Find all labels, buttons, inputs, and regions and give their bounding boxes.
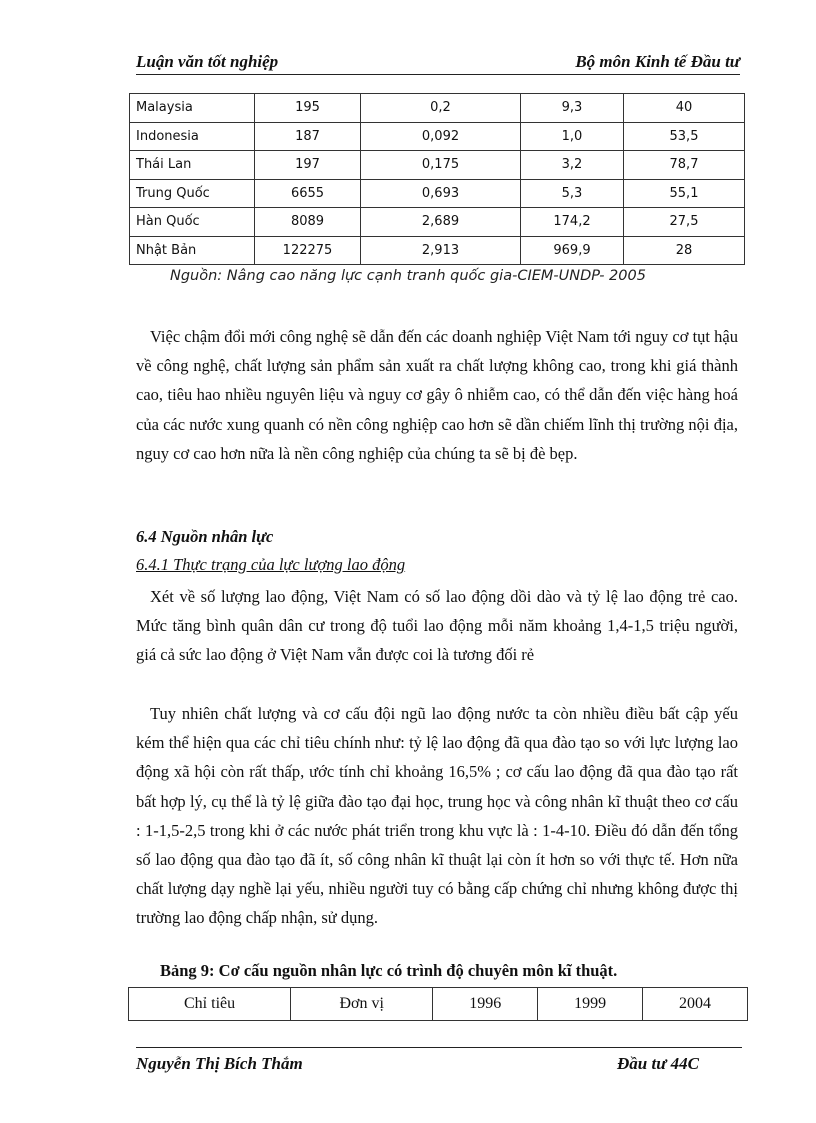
value-cell: 3,2 xyxy=(521,151,624,180)
paragraph-technology-risk: Việc chậm đổi mới công nghệ sẽ dẫn đến các doanh nghiệp Việt Nam tới nguy cơ tụt hậu về công nghệ, chất lượng sản phẩm sản xuất ra chất lượng không cao, trong khi giá thành cao, tiêu hao nhiều nguyên liệu và nguy cơ gây ô nhiễm cao, có thể dẫn đến việc hàng hoá của các nước xung quanh có nền công nghiệp cao hơn sẽ dần chiếm lĩnh thị trường nội địa, nguy cơ cao hơn nữa là nền công nghiệp của chúng ta sẽ bị đè bẹp. xyxy=(136,327,738,463)
header-thesis-title: Luận văn tốt nghiệp xyxy=(136,52,279,71)
value-cell: 27,5 xyxy=(624,208,745,237)
value-cell: 55,1 xyxy=(624,179,745,208)
country-cell: Trung Quốc xyxy=(130,179,255,208)
value-cell: 28 xyxy=(624,236,745,265)
paragraph-labor-quantity: Xét về số lượng lao động, Việt Nam có số lao động dồi dào và tỷ lệ lao động trẻ cao. Mức tăng bình quân dân cư trong độ tuổi lao động mỗi năm khoảng 1,4-1,5 triệu người, giá cả sức lao động ở Việt Nam vẫn được coi là tương đối rẻ xyxy=(136,587,738,665)
table-row xyxy=(130,179,745,208)
workforce-structure-table xyxy=(128,987,748,1021)
header-cell: 2004 xyxy=(643,988,748,1021)
section-heading: 6.4 Nguồn nhân lực xyxy=(136,527,274,546)
value-cell: 0,092 xyxy=(361,122,521,151)
value-cell: 8089 xyxy=(255,208,361,237)
table-row xyxy=(130,208,745,237)
subsection-heading: 6.4.1 Thực trạng của lực lượng lao động xyxy=(136,555,406,574)
country-cell: Indonesia xyxy=(130,122,255,151)
value-cell: 0,175 xyxy=(361,151,521,180)
country-cell: Nhật Bản xyxy=(130,236,255,265)
value-cell: 40 xyxy=(624,94,745,123)
value-cell: 969,9 xyxy=(521,236,624,265)
value-cell: 2,913 xyxy=(361,236,521,265)
footer-rule xyxy=(136,1047,742,1048)
footer-author: Nguyễn Thị Bích Thắm xyxy=(136,1054,303,1073)
header-cell: Chỉ tiêu xyxy=(129,988,291,1021)
footer-class: Đầu tư 44C xyxy=(617,1054,699,1073)
page-header xyxy=(136,50,740,75)
table-source-note: Nguồn: Nâng cao năng lực cạnh tranh quốc gia-CIEM-UNDP- 2005 xyxy=(170,268,646,284)
value-cell: 78,7 xyxy=(624,151,745,180)
value-cell: 0,2 xyxy=(361,94,521,123)
value-cell: 122275 xyxy=(255,236,361,265)
value-cell: 5,3 xyxy=(521,179,624,208)
value-cell: 53,5 xyxy=(624,122,745,151)
value-cell: 9,3 xyxy=(521,94,624,123)
table-caption: Bảng 9: Cơ cấu nguồn nhân lực có trình độ chuyên môn kĩ thuật. xyxy=(160,961,618,980)
header-cell: 1999 xyxy=(538,988,643,1021)
table-row xyxy=(130,236,745,265)
table-header-row xyxy=(129,988,748,1021)
value-cell: 187 xyxy=(255,122,361,151)
country-cell: Thái Lan xyxy=(130,151,255,180)
table-row xyxy=(130,151,745,180)
value-cell: 1,0 xyxy=(521,122,624,151)
value-cell: 174,2 xyxy=(521,208,624,237)
value-cell: 6655 xyxy=(255,179,361,208)
value-cell: 2,689 xyxy=(361,208,521,237)
table-row xyxy=(130,94,745,123)
paragraph-labor-quality: Tuy nhiên chất lượng và cơ cấu đội ngũ lao động nước ta còn nhiều điều bất cập yếu kém thể hiện qua các chỉ tiêu chính như: tỷ lệ lao động đã qua đào tạo so với lực lượng lao động xã hội còn rất thấp, ước tính chỉ khoảng 16,5% ; cơ cấu lao động đã qua đào tạo rất bất hợp lý, cụ thể là tỷ lệ giữa đào tạo đại học, trung học và công nhân kĩ thuật theo cơ cấu : 1-1,5-2,5 trong khi ở các nước phát triển trong khu vực là : 1-4-10. Điều đó dẫn đến tổng số lao động qua đào tạo đã ít, số công nhân kĩ thuật lại còn ít hơn so với thực tế. Hơn nữa chất lượng dạy nghề lại yếu, nhiều người tuy có bằng cấp chứng chỉ nhưng không được thị trường lao động chấp nhận, sử dụng. xyxy=(136,704,738,928)
header-cell: Đơn vị xyxy=(291,988,433,1021)
table-row xyxy=(130,122,745,151)
country-cell: Hàn Quốc xyxy=(130,208,255,237)
value-cell: 0,693 xyxy=(361,179,521,208)
header-cell: 1996 xyxy=(433,988,538,1021)
header-department: Bộ môn Kinh tế Đầu tư xyxy=(575,52,740,71)
country-cell: Malaysia xyxy=(130,94,255,123)
value-cell: 197 xyxy=(255,151,361,180)
value-cell: 195 xyxy=(255,94,361,123)
comparison-table xyxy=(129,93,745,265)
